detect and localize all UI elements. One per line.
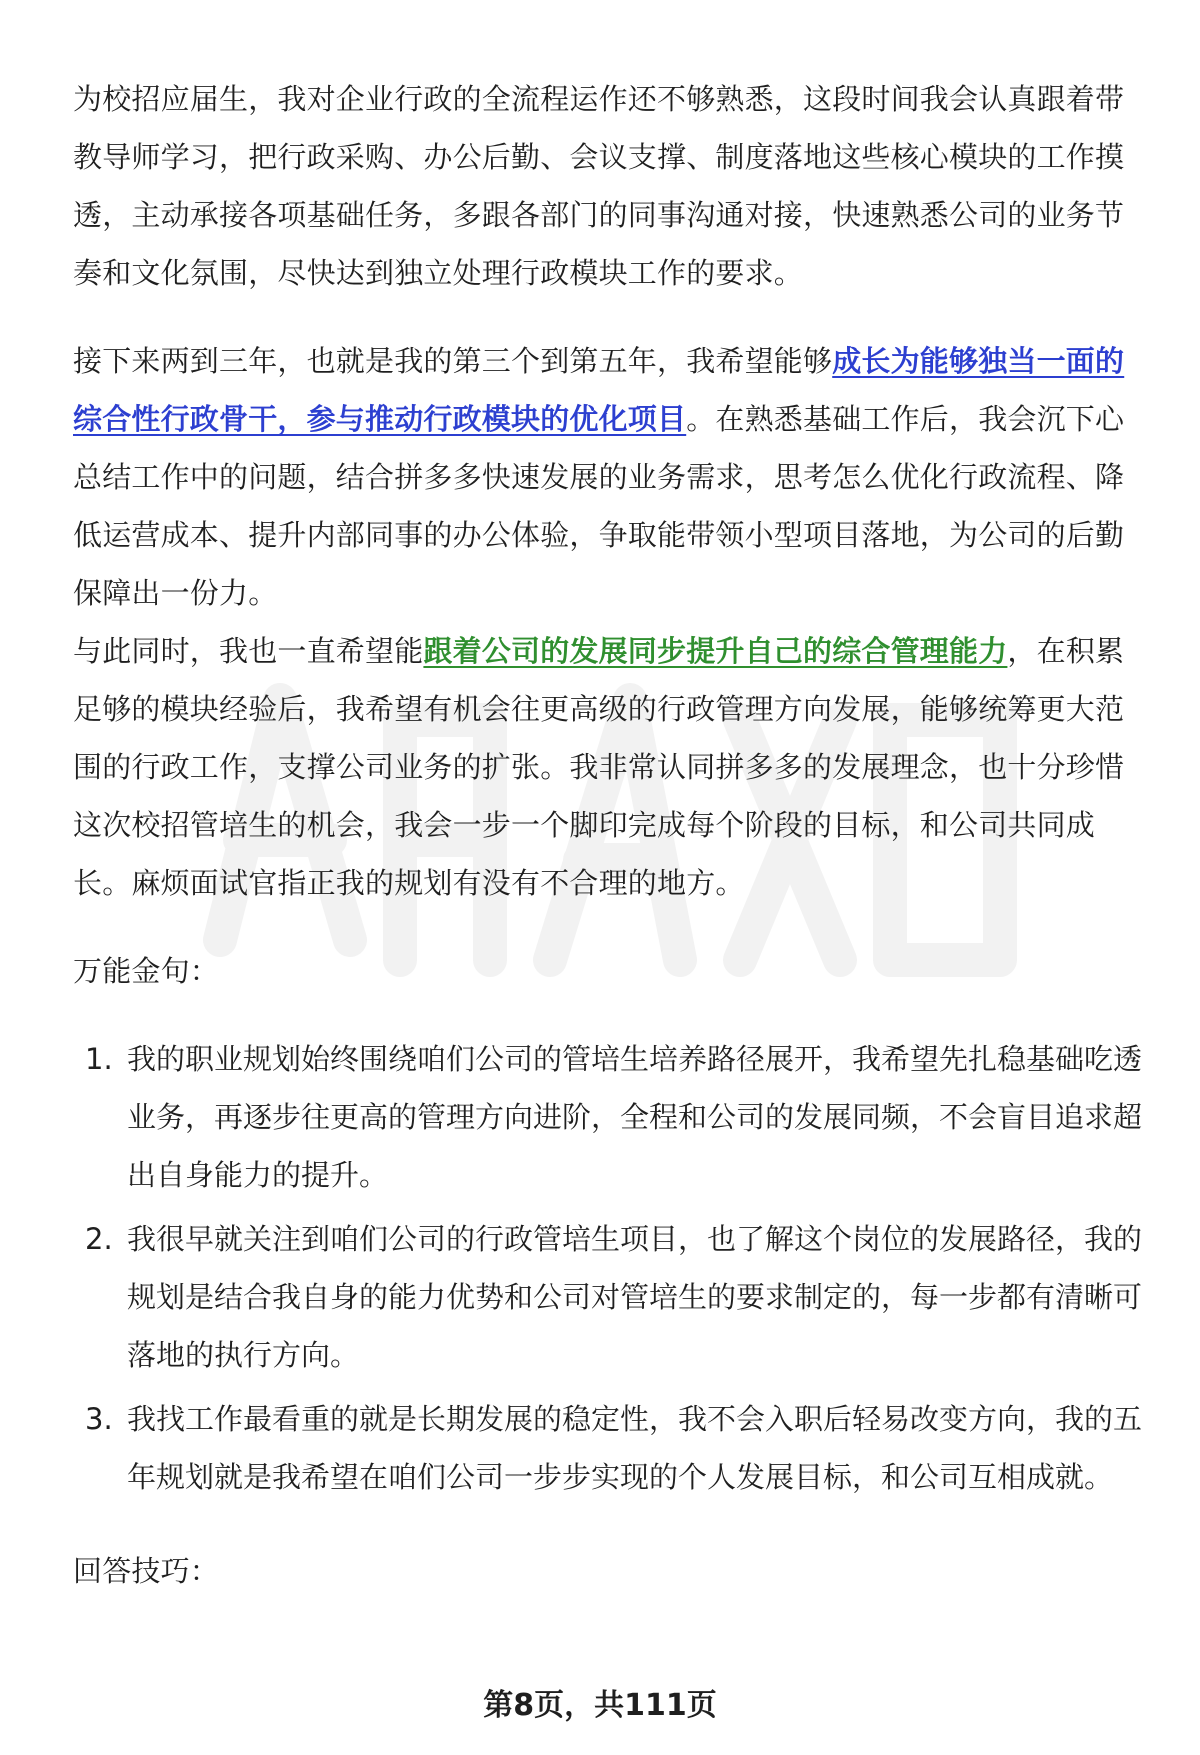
list-item-number: 2. <box>85 1222 113 1256</box>
list-item <box>73 1030 1145 1204</box>
list-item-text: 我很早就关注到咱们公司的行政管培生项目，也了解这个岗位的发展路径，我的规划是结合我自身的能力优势和公司对管培生的要求制定的，每一步都有清晰可落地的执行方向。 <box>127 1222 1143 1372</box>
paragraph-text: ，在积累足够的模块经验后，我希望有机会往更高级的行政管理方向发展，能够统筹更大范围的行政工作，支撑公司业务的扩张。我非常认同拼多多的发展理念，也十分珍惜这次校招管培生的机会，我会一步一个脚印完成每个阶段的目标，和公司共同成长。麻烦面试官指正我的规划有没有不合理的地方。 <box>73 634 1125 900</box>
list-item-text: 我找工作最看重的就是长期发展的稳定性，我不会入职后轻易改变方向，我的五年规划就是我希望在咱们公司一步步实现的个人发展目标，和公司互相成就。 <box>127 1402 1143 1494</box>
list-item-text: 我的职业规划始终围绕咱们公司的管培生培养路径展开，我希望先扎稳基础吃透业务，再逐步往更高的管理方向进阶，全程和公司的发展同频，不会盲目追求超出自身能力的提升。 <box>127 1042 1143 1192</box>
golden-sentences-list <box>73 1030 1145 1506</box>
paragraph-mid-term-plan <box>73 332 1145 622</box>
paragraph-long-term-plan <box>73 622 1145 912</box>
paragraph-spacer <box>73 912 1145 942</box>
list-item-number: 3. <box>85 1402 113 1436</box>
list-item-number: 1. <box>85 1042 113 1076</box>
page-number-footer: 第8页，共111页 <box>483 1688 717 1723</box>
paragraph-spacer <box>73 302 1145 332</box>
document-content <box>73 70 1145 1600</box>
paragraph-spacer <box>73 1512 1145 1542</box>
list-item <box>73 1210 1145 1384</box>
paragraph-text: 。在熟悉基础工作后，我会沉下心总结工作中的问题，结合拼多多快速发展的业务需求，思考怎么优化行政流程、降低运营成本、提升内部同事的办公体验，争取能带领小型项目落地，为公司的后勤保障出一份力。 <box>73 402 1125 610</box>
golden-sentences-heading: 万能金句： <box>73 954 220 988</box>
highlight-blue-text: 成长为能够独当一面的综合性行政骨干，参与推动行政模块的优化项目 <box>73 344 1125 436</box>
list-item <box>73 1390 1145 1506</box>
paragraph-text: 接下来两到三年，也就是我的第三个到第五年，我希望能够 <box>73 344 833 378</box>
paragraph-onboarding-plan: 为校招应届生，我对企业行政的全流程运作还不够熟悉，这段时间我会认真跟着带教导师学习，把行政采购、办公后勤、会议支撑、制度落地这些核心模块的工作摸透，主动承接各项基础任务，多跟各部门的同事沟通对接，快速熟悉公司的业务节奏和文化氛围，尽快达到独立处理行政模块工作的要求。 <box>73 82 1125 290</box>
highlight-green-text: 跟着公司的发展同步提升自己的综合管理能力 <box>423 634 1008 668</box>
answer-tips-heading: 回答技巧： <box>73 1554 220 1588</box>
paragraph-text: 与此同时，我也一直希望能 <box>73 634 424 668</box>
paragraph-spacer <box>73 1000 1145 1030</box>
